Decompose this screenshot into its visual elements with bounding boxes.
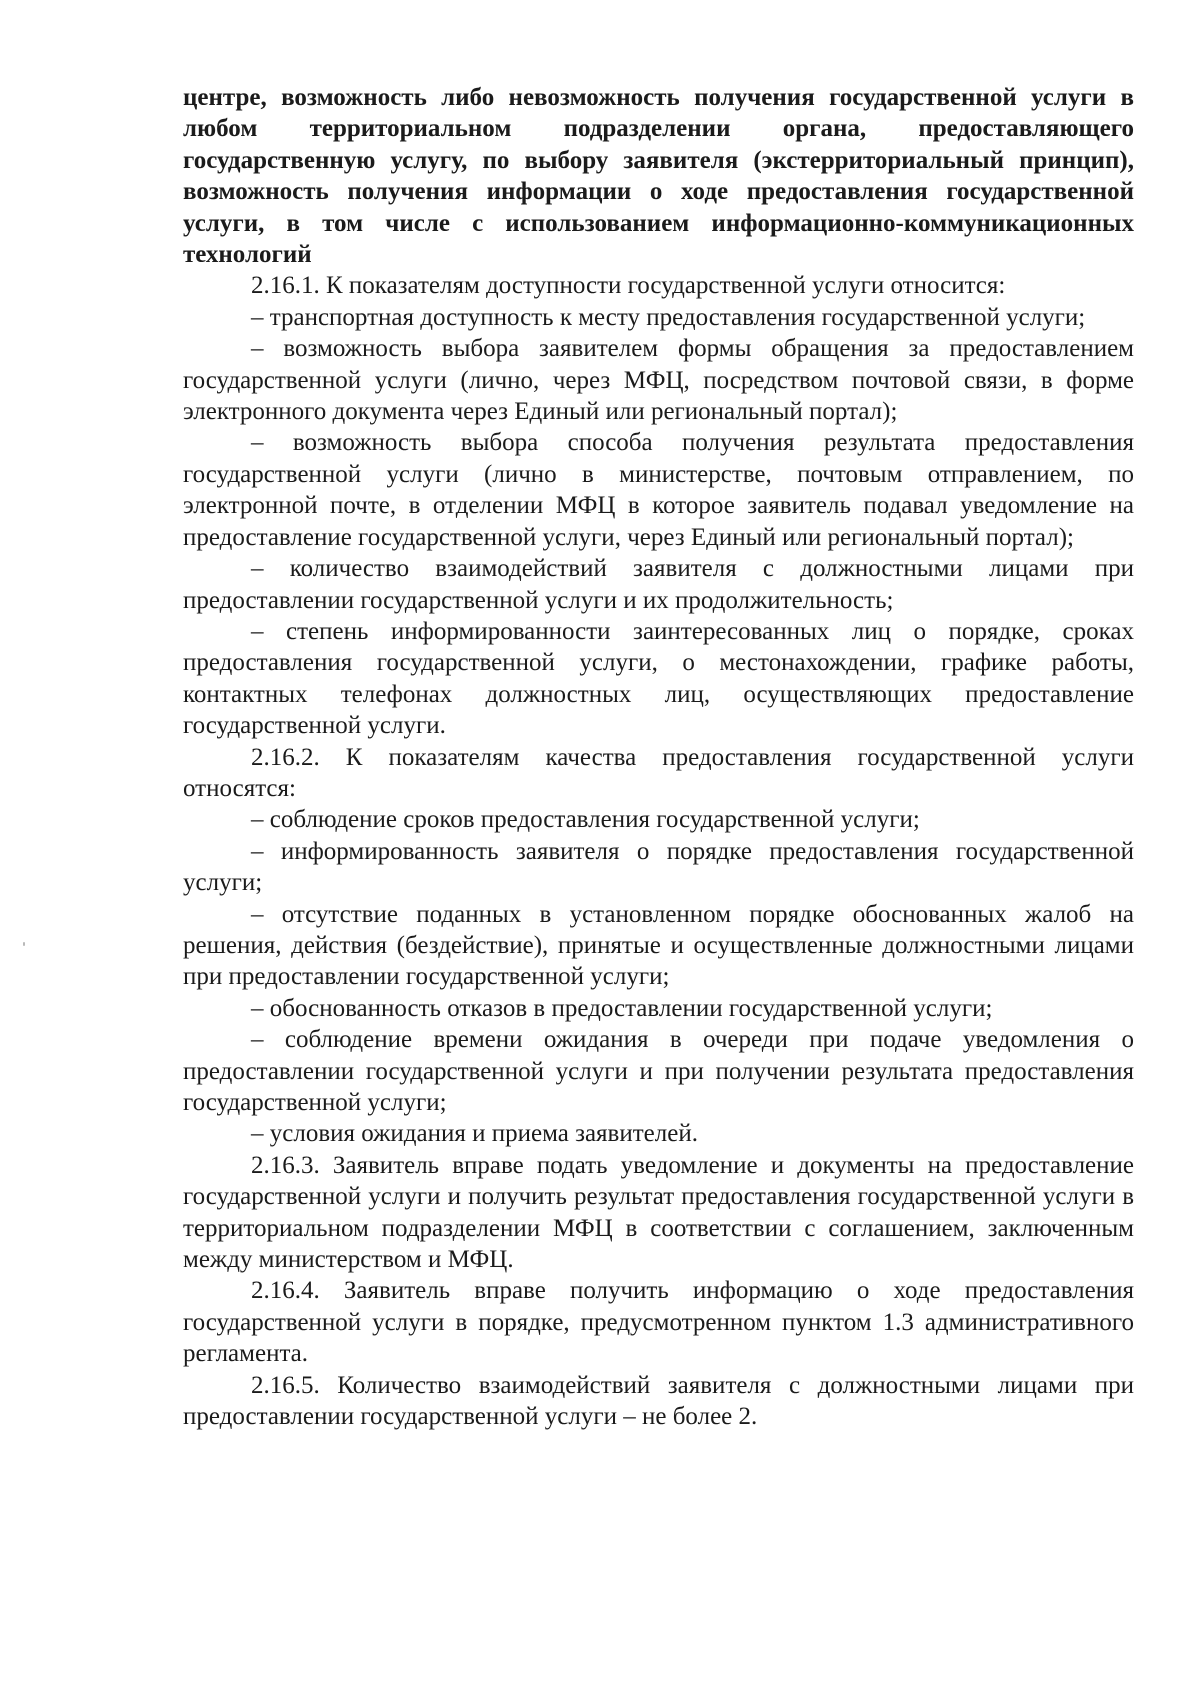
paragraph-2-16-3: 2.16.3. Заявитель вправе подать уведомление и документы на предоставление государственной услуги и получить результат предоставления государственной услуги в территориальном подразделении МФЦ в соответствии с соглашением, заключенным между министерством и МФЦ. xyxy=(183,1151,1134,1274)
section-heading: центре, возможность либо невозможность получения государственной услуги в любом территориальном подразделении органа, предоставляющего государственную услугу, по выбору заявителя (экстерриториальный принцип), возможность получения информации о ходе предоставления государственной услуги, в том числе с использованием информационно-коммуникационных технологий xyxy=(183,84,1134,269)
paragraph-no-complaints: – отсутствие поданных в установленном порядке обоснованных жалоб на решения, действия (бездействие), принятые и осуществленные должностными лицами при предоставлении государственной услуги; xyxy=(183,900,1134,991)
paragraph-applicant-awareness: – информированность заявителя о порядке предоставления государственной услуги; xyxy=(183,837,1134,897)
paragraph-refusal-validity: – обоснованность отказов в предоставлении государственной услуги; xyxy=(251,994,993,1022)
paragraph-interactions-count: – количество взаимодействий заявителя с должностными лицами при предоставлении государственной услуги и их продолжительность; xyxy=(183,555,1134,614)
paragraph-request-form: – возможность выбора заявителем формы обращения за предоставлением государственной услуги (лично, через МФЦ, посредством почтовой связи, в форме электронного документа через Единый или региональный портал); xyxy=(183,335,1134,426)
paragraph-2-16-4: 2.16.4. Заявитель вправе получить информацию о ходе предоставления государственной услуги в порядке, предусмотренном пунктом 1.3 административного регламента. xyxy=(183,1277,1134,1368)
paragraph-awareness: – степень информированности заинтересованных лиц о порядке, сроках предоставления государственной услуги, о местонахождении, графике работы, контактных телефонах должностных лиц, осуществляющих предоставление государственной услуги. xyxy=(183,617,1134,740)
paragraph-waiting-conditions: – условия ожидания и приема заявителей. xyxy=(251,1120,698,1148)
paragraph-result-method: – возможность выбора способа получения результата предоставления государственной услуги (лично в министерстве, почтовым отправлением, по электронной почте, в отделении МФЦ в которое заявитель подавал уведомление на предоставление государственной услуги, через Единый или региональный портал); xyxy=(183,429,1134,551)
document-body xyxy=(183,82,1134,1432)
scan-speck xyxy=(23,942,25,946)
paragraph-waiting-time: – соблюдение времени ожидания в очереди при подаче уведомления о предоставлении государственной услуги и при получении результата предоставления государственной услуги; xyxy=(183,1026,1134,1116)
paragraph-2-16-1: 2.16.1. К показателям доступности государственной услуги относится: xyxy=(251,272,1006,300)
paragraph-deadlines: – соблюдение сроков предоставления государственной услуги; xyxy=(251,806,920,834)
paragraph-2-16-5: 2.16.5. Количество взаимодействий заявителя с должностными лицами при предоставлении государственной услуги – не более 2. xyxy=(183,1371,1134,1431)
paragraph-transport-access: – транспортная доступность к месту предоставления государственной услуги; xyxy=(251,303,1086,331)
paragraph-2-16-2: 2.16.2. К показателям качества предоставления государственной услуги относятся: xyxy=(183,743,1134,802)
